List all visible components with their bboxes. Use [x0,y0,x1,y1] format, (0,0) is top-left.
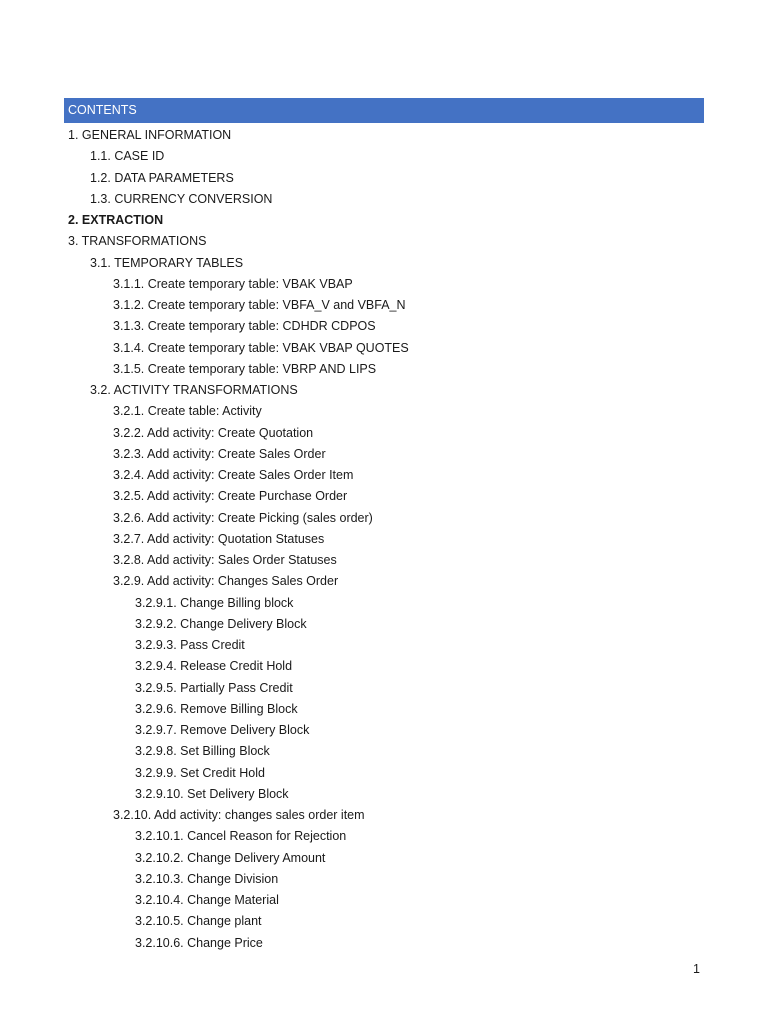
toc-entry[interactable]: 3.1.5. Create temporary table: VBRP AND LIPS [113,361,377,376]
toc-entry[interactable]: 3.2.3. Add activity: Create Sales Order [113,446,326,461]
toc-entry[interactable]: 3.2.8. Add activity: Sales Order Statuses [113,553,337,567]
toc-entry[interactable]: 3.2.6. Add activity: Create Picking (sales order) [113,510,373,525]
table-of-contents [68,125,704,954]
toc-entry[interactable]: 3.1. TEMPORARY TABLES [90,255,244,270]
toc-entry[interactable]: 3.1.2. Create temporary table: VBFA_V and VBFA_N [113,298,406,312]
toc-entry[interactable]: 1.3. CURRENCY CONVERSION [90,191,273,206]
toc-entry[interactable]: 3.2.10. Add activity: changes sales order item [113,808,365,822]
toc-entry[interactable]: 3.2.9.9. Set Credit Hold [135,765,265,780]
toc-entry[interactable]: 1. GENERAL INFORMATION [68,128,232,142]
toc-entry[interactable]: 1.1. CASE ID [90,149,165,164]
toc-entry[interactable]: 3.2.9.10. Set Delivery Block [135,786,289,801]
toc-entry[interactable]: 1.2. DATA PARAMETERS [90,170,234,185]
toc-entry[interactable]: 3.2.9.8. Set Billing Block [135,744,270,759]
toc-title: CONTENTS [64,98,704,123]
toc-entry[interactable]: 3.2.1. Create table: Activity [113,404,262,419]
toc-entry[interactable]: 3.2.9.3. Pass Credit [135,638,245,652]
toc-entry[interactable]: 3.2.10.5. Change plant [135,914,262,929]
toc-entry[interactable]: 3.2.5. Add activity: Create Purchase Order [113,489,348,504]
toc-entry[interactable]: 3.2.10.1. Cancel Reason for Rejection [135,829,347,844]
toc-entry[interactable]: 3.2.10.4. Change Material [135,893,279,907]
toc-entry[interactable]: 3.2.9.2. Change Delivery Block [135,616,307,631]
toc-entry[interactable]: 3.2.10.3. Change Division [135,871,279,886]
toc-entry[interactable]: 3.2.9.7. Remove Delivery Block [135,723,310,737]
toc-entry[interactable]: 3.2.9.4. Release Credit Hold [135,659,293,674]
toc-entry[interactable]: 3.2.9.6. Remove Billing Block [135,701,298,716]
toc-entry[interactable]: 3.1.1. Create temporary table: VBAK VBAP [113,276,353,291]
toc-entry[interactable]: 3.2.10.2. Change Delivery Amount [135,850,326,865]
toc-entry[interactable]: 3.2.9.5. Partially Pass Credit [135,680,293,695]
toc-entry[interactable]: 3.2.9.1. Change Billing block [135,595,294,610]
toc-entry[interactable]: 3.1.3. Create temporary table: CDHDR CDPOS [113,319,376,334]
toc-entry[interactable]: 3.2.10.6. Change Price [135,935,263,950]
toc-entry[interactable]: 3.2.2. Add activity: Create Quotation [113,425,314,440]
toc-entry[interactable]: 3.2. ACTIVITY TRANSFORMATIONS [90,383,298,397]
toc-entry[interactable]: 3.1.4. Create temporary table: VBAK VBAP QUOTES [113,340,409,355]
toc-entry[interactable]: 2. EXTRACTION [68,213,164,227]
toc-entry[interactable]: 3.2.9. Add activity: Changes Sales Order [113,574,339,589]
toc-entry[interactable]: 3.2.7. Add activity: Quotation Statuses [113,531,325,546]
page-number: 1 [693,962,700,976]
toc-entry[interactable]: 3. TRANSFORMATIONS [68,234,207,249]
toc-entry[interactable]: 3.2.4. Add activity: Create Sales Order Item [113,468,354,482]
